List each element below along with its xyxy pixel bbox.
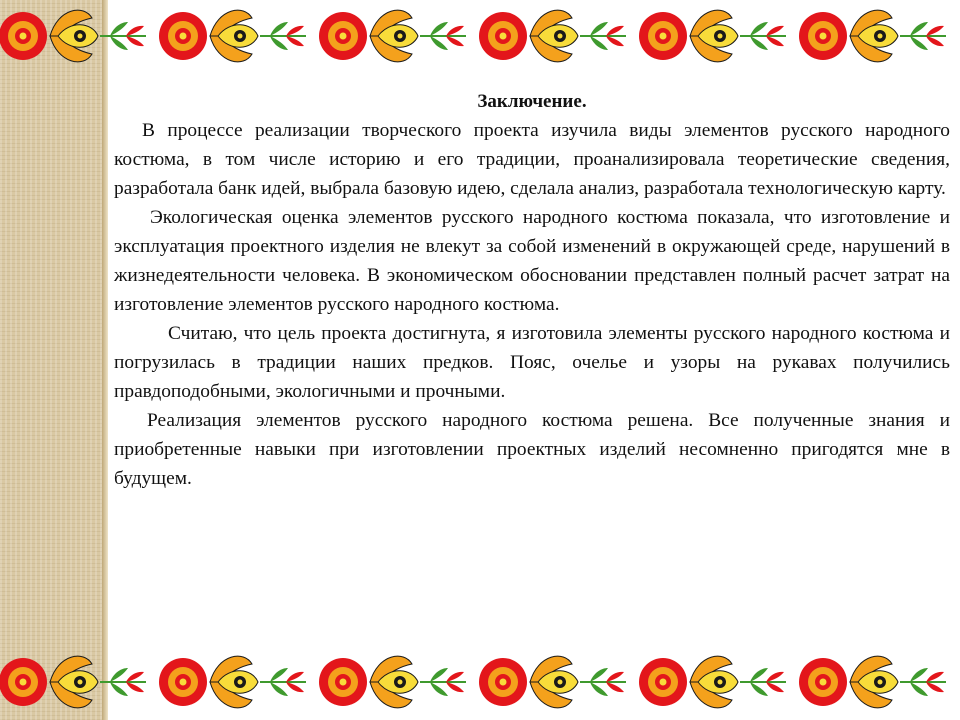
conclusion-paragraph-3: Считаю, что цель проекта достигнута, я изготовила элементы русского народного костюма и погрузилась в традиции наших предков. Пояс, очелье и узоры на рукавах получились правдоподобными, экологичными и прочными. xyxy=(114,323,950,402)
ornament-border-bottom xyxy=(0,646,960,716)
conclusion-paragraph-1: В процессе реализации творческого проекта изучила виды элементов русского народного костюма, в том числе историю и его традиции, проанализировала теоретические сведения, разработала банк идей, выбрала базовую идею, сделала анализ, разработала технологическую карту. xyxy=(114,120,950,199)
slide-title: Заключение. xyxy=(477,91,587,112)
conclusion-paragraph-2: Экологическая оценка элементов русского народного костюма показала, что изготовление и эксплуатация проектного изделия не влекут за собой изменений в окружающей среде, нарушений в жизнедеятельности человека. В экономическом обосновании представлен полный расчет затрат на изготовление элементов русского народного костюма. xyxy=(114,207,950,315)
slide-content xyxy=(114,88,950,493)
decorative-stripe-edge xyxy=(102,0,108,720)
conclusion-paragraph-4: Реализация элементов русского народного костюма решена. Все полученные знания и приобретенные навыки при изготовлении проектных изделий несомненно пригодятся мне в будущем. xyxy=(114,410,950,489)
ornament-border-top xyxy=(0,0,960,70)
decorative-side-stripe xyxy=(0,0,102,720)
